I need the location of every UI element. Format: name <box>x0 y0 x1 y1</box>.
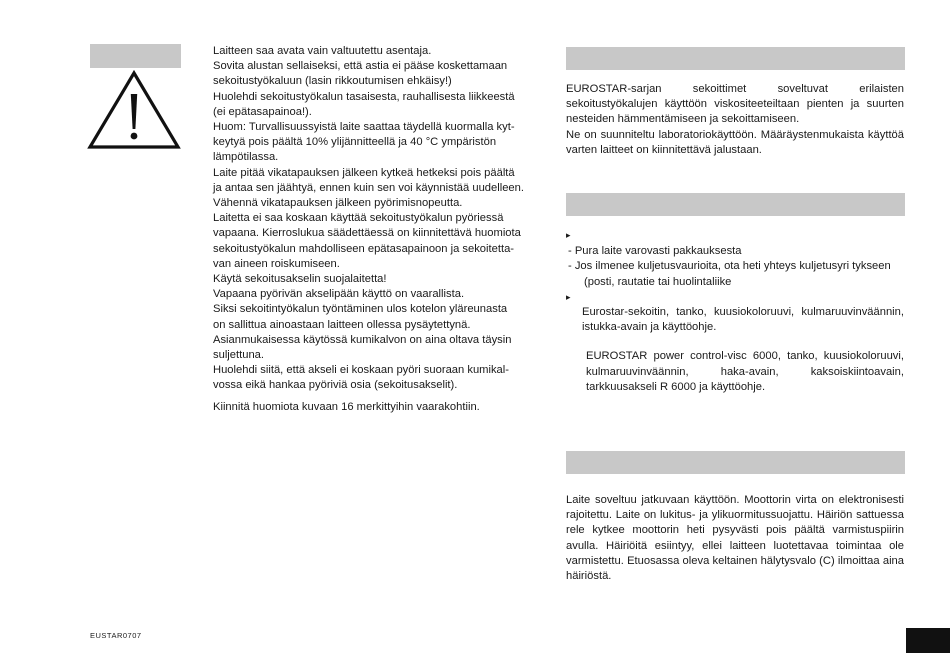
marker-icon-2: ▸ <box>566 291 571 302</box>
unpacking-header-bar <box>566 193 905 216</box>
safety-line: sekoitustyökaluun (lasin rikkoutumisen ehkäisy!) <box>213 75 452 88</box>
operation-paragraph: Laite soveltuu jatkuvaan käyttöön. Moottorin virta on elektronisesti rajoitettu. Laite on lukitus- ja ylikuormitussuojattu. Häiriön sattuessa rele kytkee moottorin heti pysyvästi pois päältä varmistuspiirin avulla. Häiriöitä esiintyy, ellei laitteen luotettavaa toimintaa ole varmistettu. Etuosassa oleva keltainen hälytysvalo (C) ilmoittaa aina häiriöstä. <box>566 494 904 583</box>
safety-instructions <box>213 44 543 415</box>
unpack-step-2: - Jos ilmenee kuljetusvaurioita, ota heti yhteys kuljetusyri tykseen <box>568 260 891 273</box>
safety-line: Laitetta ei saa koskaan käyttää sekoitustyökalun pyöriessä <box>213 212 504 225</box>
marker-icon: ▸ <box>566 230 571 240</box>
safety-line: Käytä sekoitusakselin suojalaitetta! <box>213 273 387 286</box>
unpack-step-3: (posti, rautatie tai huolintaliike <box>584 275 732 288</box>
intended-use-header-bar <box>566 47 905 70</box>
safety-line: Laitteen saa avata vain valtuutettu asentaja. <box>213 45 432 57</box>
safety-line: Huolehdi sekoitustyökalun tasaisesta, rauhallisesta liikkeestä <box>213 90 515 103</box>
hazard-reference-note: Kiinnitä huomiota kuvaan 16 merkittyihin vaarakohtiin. <box>213 400 480 413</box>
intended-use-paragraph: EUROSTAR-sarjan sekoittimet soveltuvat erilaisten sekoitustyökalujen käyttöön viskositeeteiltaan pienten ja suurten nesteiden hämmentämiseen ja sekoittamiseen. <box>566 83 904 126</box>
safety-lines <box>213 44 543 394</box>
intended-use-section <box>566 82 904 158</box>
safety-line: ja antaa sen jäähtyä, ennen kuin sen voi käynnistää uudelleen. <box>213 181 524 194</box>
safety-line: Huolehdi siitä, että akseli ei koskaan pyöri suoraan kumikal- <box>213 364 509 377</box>
unpack-step-1: - Pura laite varovasti pakkauksesta <box>568 245 742 258</box>
safety-line: sekoitustyökalun mahdolliseen epätasapainoon ja sekoitetta- <box>213 242 515 255</box>
safety-line: Laite pitää vikatapauksen jälkeen kytkeä hetkeksi pois päältä <box>213 166 515 179</box>
safety-line: Siksi sekoitintyökalun työntäminen ulos kotelon yläreunasta <box>213 303 508 316</box>
package-contents-power-control: EUROSTAR power control-visc 6000, tanko, kuusiokoloruuvi, kulmaruuvinväännin, haka-avain, kaksoiskiintoavain, tarkkuusakseli R 6000 ja käyttöohje. <box>586 350 904 393</box>
safety-line: Vähennä vikatapauksen jälkeen pyörimisnopeutta. <box>213 197 463 210</box>
lab-use-paragraph: Ne on suunniteltu laboratoriokäyttöön. Määräystenmukaista käyttöä varten laitteet on kiinnitettävä jalustaan. <box>566 128 904 156</box>
operation-section <box>566 493 904 584</box>
safety-line: Asianmukaisessa käytössä kumikalvon on aina oltava täysin <box>213 333 512 346</box>
safety-line: Sovita alustan sellaiseksi, että astia ei pääse koskettamaan <box>213 60 508 73</box>
safety-header-bar <box>90 44 181 68</box>
safety-line: suljettuna. <box>213 349 264 362</box>
package-contents-eurostar: Eurostar-sekoitin, tanko, kuusiokoloruuvi, kulmaruuvinväännin, istukka-avain ja käyttöohje. <box>582 306 904 334</box>
safety-line: Vapaana pyörivän akselipään käyttö on vaarallista. <box>213 288 465 301</box>
safety-line: keytyä pois päältä 10% ylijännitteellä ja 40 °C ympäristön <box>213 136 497 149</box>
safety-line: van aineen roiskumiseen. <box>213 257 340 270</box>
unpacking-section <box>566 228 904 395</box>
safety-line: (ei epätasapainoa!). <box>213 105 312 118</box>
safety-line: vapaana. Kierroslukua säädettäessä on kiinnitettävä huomiota <box>213 227 521 240</box>
operation-header-bar <box>566 451 905 474</box>
safety-line: on sallittua ainoastaan laitteen ollessa pysäytettynä. <box>213 318 471 331</box>
safety-line: Huom: Turvallisuussyistä laite saattaa täydellä kuormalla kyt- <box>213 121 515 134</box>
page-number-tab <box>906 628 950 653</box>
safety-line: vossa eikä hankaa pyöriviä osia (sekoitusakselit). <box>213 379 458 392</box>
safety-line: lämpötilassa. <box>213 151 279 164</box>
document-code: EUSTAR0707 <box>90 631 142 640</box>
warning-triangle-icon <box>87 70 181 150</box>
